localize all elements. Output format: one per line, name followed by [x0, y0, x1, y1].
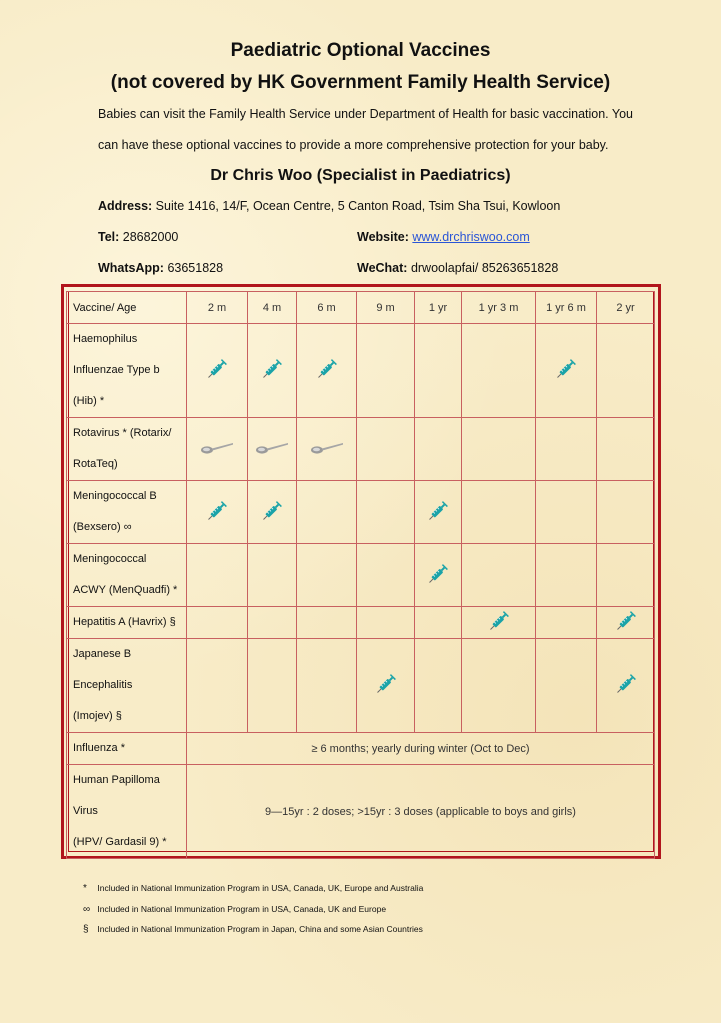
wechat-label: WeChat: [357, 261, 408, 275]
dose-cell [597, 607, 655, 639]
vaccine-name-line: (Hib) * [73, 395, 105, 407]
syringe-icon [553, 356, 579, 385]
dose-cell [415, 544, 462, 607]
vaccine-name-line: Rotavirus * (Rotarix/ [73, 427, 172, 439]
spoon-icon [200, 440, 234, 459]
syringe-icon [425, 498, 451, 527]
address-label: Address: [98, 199, 153, 213]
syringe-icon [314, 356, 340, 385]
whatsapp-label: WhatsApp: [98, 261, 164, 275]
dose-cell [597, 544, 655, 607]
dose-cell [597, 418, 655, 481]
dose-cell [536, 639, 597, 733]
syringe-icon [373, 671, 399, 700]
table-header-row [67, 292, 655, 324]
dose-cell [415, 639, 462, 733]
dose-cell [415, 418, 462, 481]
dose-cell [462, 639, 536, 733]
dose-cell [357, 639, 415, 733]
vaccine-name-line: Japanese B [73, 648, 132, 660]
vaccine-name-line: RotaTeq) [73, 458, 118, 470]
dose-cell [462, 607, 536, 639]
doctor-name: Dr Chris Woo (Specialist in Paediatrics) [210, 167, 511, 184]
dose-cell [415, 481, 462, 544]
footnote-symbol: * [83, 883, 87, 894]
footnote-symbol: § [83, 924, 89, 935]
spoon-icon [255, 440, 289, 459]
vaccine-name-line: (Imojev) § [73, 710, 122, 722]
vaccine-name-line: Human Papilloma [73, 774, 160, 786]
dose-cell [536, 481, 597, 544]
vaccine-name-line: Haemophilus [73, 333, 138, 345]
dose-cell [187, 481, 248, 544]
header-age-4: 9 m [357, 292, 415, 324]
dose-cell [462, 324, 536, 418]
dose-cell [187, 544, 248, 607]
dose-cell [462, 418, 536, 481]
address-line [98, 199, 560, 213]
table-row [67, 607, 655, 639]
header-vaccine-age: Vaccine/ Age [67, 292, 187, 324]
syringe-icon [613, 671, 639, 700]
vaccine-name-line: Influenza * [73, 742, 125, 754]
table-row [67, 639, 655, 733]
dose-cell [297, 544, 357, 607]
dose-cell [297, 607, 357, 639]
vaccine-name-cell [67, 481, 187, 544]
footnote [83, 904, 386, 915]
header-age-7: 1 yr 6 m [536, 292, 597, 324]
dose-cell [248, 639, 297, 733]
whatsapp-value: 63651828 [163, 261, 224, 275]
dose-cell [187, 324, 248, 418]
tel-value: 28682000 [119, 230, 179, 244]
dose-cell [536, 418, 597, 481]
influenza-row [67, 733, 655, 765]
header-age-1: 2 m [187, 292, 248, 324]
dose-cell [462, 544, 536, 607]
hpv-row [67, 765, 655, 859]
vaccine-name-line: Meningococcal B [73, 490, 157, 502]
vaccine-name-line: (Bexsero) ∞ [73, 521, 132, 533]
table-row [67, 481, 655, 544]
dose-cell [357, 544, 415, 607]
vaccine-name-cell [67, 418, 187, 481]
dose-cell [248, 607, 297, 639]
dose-cell [187, 418, 248, 481]
influenza-note: ≥ 6 months; yearly during winter (Oct to Dec) [187, 733, 655, 765]
table-row [67, 418, 655, 481]
vaccine-name-cell [67, 733, 187, 765]
dose-cell [597, 639, 655, 733]
syringe-icon [425, 561, 451, 590]
footnote-symbol: ∞ [83, 904, 91, 915]
dose-cell [297, 481, 357, 544]
dose-cell [536, 607, 597, 639]
page-title: Paediatric Optional Vaccines [230, 40, 491, 61]
vaccine-name-line: Encephalitis [73, 679, 133, 691]
dose-cell [248, 544, 297, 607]
vaccine-name-line: Hepatitis A (Havrix) § [73, 616, 176, 628]
syringe-icon [204, 356, 230, 385]
dose-cell [536, 544, 597, 607]
dose-cell [297, 639, 357, 733]
vaccine-name-line: Meningococcal [73, 553, 147, 565]
dose-cell [462, 481, 536, 544]
vaccine-name-line: ACWY (MenQuadfi) * [73, 584, 178, 596]
website-label: Website: [357, 230, 409, 244]
syringe-icon [204, 498, 230, 527]
dose-cell [357, 607, 415, 639]
dose-cell [187, 607, 248, 639]
header-age-5: 1 yr [415, 292, 462, 324]
header-age-6: 1 yr 3 m [462, 292, 536, 324]
table-row [67, 324, 655, 418]
intro-line-1: Babies can visit the Family Health Service under Department of Health for basic vaccination. You [98, 107, 633, 121]
vaccine-name-cell [67, 639, 187, 733]
dose-cell [248, 418, 297, 481]
dose-cell [597, 324, 655, 418]
dose-cell [415, 324, 462, 418]
footnote-text: Included in National Immunization Program in USA, Canada, UK, Europe and Australia [95, 883, 424, 893]
website-line [357, 230, 530, 244]
dose-cell [357, 418, 415, 481]
wechat-line [357, 261, 558, 275]
dose-cell [187, 639, 248, 733]
tel-line [98, 230, 178, 244]
header-age-3: 6 m [297, 292, 357, 324]
vaccine-table [66, 291, 655, 859]
vaccine-name-line: Virus [73, 805, 98, 817]
syringe-icon [259, 498, 285, 527]
vaccine-name-line: Influenzae Type b [73, 364, 160, 376]
syringe-icon [259, 356, 285, 385]
dose-cell [597, 481, 655, 544]
dose-cell [297, 324, 357, 418]
header-age-8: 2 yr [597, 292, 655, 324]
dose-cell [357, 481, 415, 544]
syringe-icon [486, 608, 512, 637]
syringe-icon [613, 608, 639, 637]
footnote [83, 924, 423, 935]
vaccine-name-cell [67, 544, 187, 607]
page-subtitle: (not covered by HK Government Family Health Service) [110, 72, 611, 93]
vaccine-name-line: (HPV/ Gardasil 9) * [73, 836, 167, 848]
vaccine-name-cell [67, 765, 187, 859]
table-row [67, 544, 655, 607]
dose-cell [248, 324, 297, 418]
spoon-icon [310, 440, 344, 459]
footnote [83, 883, 423, 894]
footnote-text: Included in National Immunization Program in USA, Canada, UK and Europe [95, 904, 387, 914]
wechat-value: drwoolapfai/ 85263651828 [407, 261, 559, 275]
whatsapp-line [98, 261, 223, 275]
dose-cell [248, 481, 297, 544]
tel-label: Tel: [98, 230, 120, 244]
dose-cell [297, 418, 357, 481]
dose-cell [415, 607, 462, 639]
dose-cell [357, 324, 415, 418]
footnote-text: Included in National Immunization Program in Japan, China and some Asian Countries [95, 924, 423, 934]
intro-line-2: can have these optional vaccines to provide a more comprehensive protection for your baby. [98, 138, 609, 152]
vaccine-name-cell [67, 607, 187, 639]
website-link[interactable]: www.drchriswoo.com [412, 230, 530, 244]
vaccine-name-cell [67, 324, 187, 418]
header-age-2: 4 m [248, 292, 297, 324]
hpv-note: 9—15yr : 2 doses; >15yr : 3 doses (applicable to boys and girls) [187, 765, 655, 859]
address-value: Suite 1416, 14/F, Ocean Centre, 5 Canton Road, Tsim Sha Tsui, Kowloon [152, 199, 561, 213]
dose-cell [536, 324, 597, 418]
